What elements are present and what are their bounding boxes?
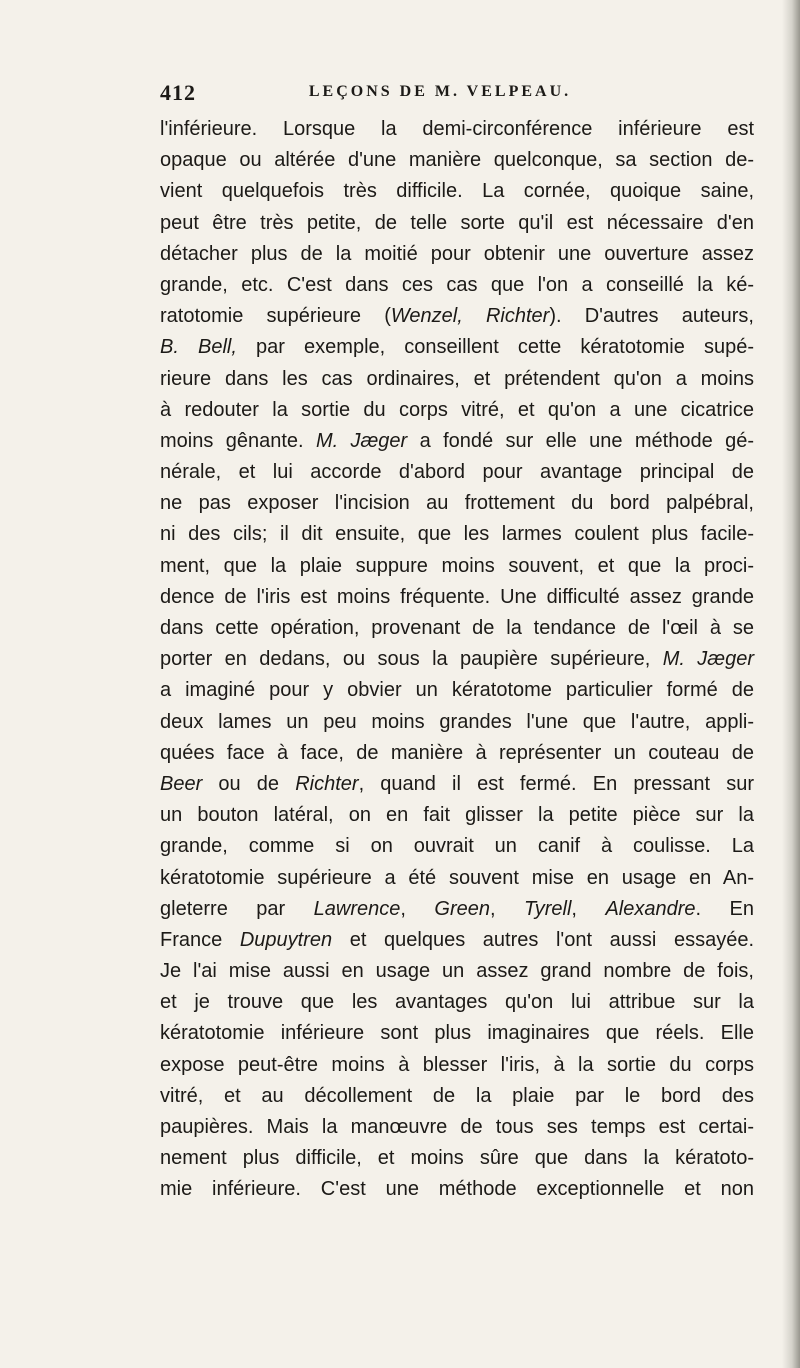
text-line [160,208,754,239]
text-line [160,800,754,831]
text-run: , [400,897,435,920]
text-line [160,364,754,395]
text-line [160,675,754,706]
text-line [160,769,754,800]
text-run: par exemple, conseillent cette kératotomie supé- [236,336,755,359]
text-run: grande, etc. C'est dans ces cas que l'on a conseillé la ké- [160,273,754,296]
page-number: 412 [160,80,196,105]
text-line [160,644,754,675]
text-run: paupières. Mais la manœuvre de tous ses temps est certai- [160,1116,754,1138]
text-run: a imaginé pour y obvier un kératotome particulier formé de [160,679,754,702]
text-line [160,707,754,738]
text-line [160,457,754,488]
text-run: moins gênante. [160,429,316,452]
text-run: kératotomie inférieure sont plus imaginaires que réels. Elle [160,1022,754,1045]
text-line [160,519,754,550]
text-line [160,1143,754,1174]
text-run: . En [695,897,754,920]
text-line [160,987,754,1018]
text-run: rieure dans les cas ordinaires, et prétendent qu'on a moins [160,367,754,390]
text-run: grande, comme si on ouvrait un canif à coulisse. La [160,835,754,858]
text-line [160,613,754,644]
text-run: mie inférieure. C'est une méthode exceptionnelle et non [160,1178,754,1201]
text-run: détacher plus de la moitié pour obtenir une ouverture assez [160,242,754,265]
text-run: peut être très petite, de telle sorte qu'il est nécessaire d'en [160,211,754,234]
text-line [160,239,754,270]
text-line [160,176,754,207]
text-line [160,488,754,519]
italic-name: Green [434,897,490,920]
text-run: porter en dedans, ou sous la paupière supérieure, [160,648,663,671]
text-line [160,1050,754,1081]
text-run: kératotomie supérieure a été souvent mise en usage en An- [160,866,754,889]
text-line [160,956,754,987]
text-line [160,863,754,894]
text-run: à redouter la sortie du corps vitré, et qu'on a une cicatrice [160,398,754,421]
text-line [160,270,754,301]
text-run: ment, que la plaie suppure moins souvent, et que la proci- [160,554,754,577]
italic-name: Wenzel, Richter [390,305,550,328]
text-run: opaque ou altérée d'une manière quelconque, sa section de- [160,149,754,172]
text-run: et quelques autres l'ont aussi essayée. [332,928,754,951]
text-run: quées face à face, de manière à représenter un couteau de [160,741,754,764]
text-line [160,301,754,332]
body-text [160,114,754,1206]
text-run: Je l'ai mise aussi en usage un assez grand nombre de fois, [160,960,754,983]
text-run: France [160,928,240,951]
italic-name: Alexandre [605,897,696,920]
text-line [160,395,754,426]
italic-name: Beer [160,772,203,795]
text-run: vient quelquefois très difficile. La cornée, quoique saine, [160,180,754,203]
italic-name: Lawrence [313,897,401,920]
italic-name: Richter [295,772,359,795]
text-line [160,582,754,613]
italic-name: B. Bell, [160,336,237,359]
text-line [160,738,754,769]
text-line [160,894,754,925]
text-run: et je trouve que les avantages qu'on lui attribue sur la [160,991,754,1014]
italic-name: M. Jæger [662,648,754,671]
text-run: , [489,897,525,920]
text-line [160,1112,754,1143]
text-run: dence de l'iris est moins fréquente. Une difficulté assez grande [160,585,754,608]
text-run: nérale, et lui accorde d'abord pour avantage principal de [160,461,754,484]
italic-name: Tyrell [524,897,572,920]
text-line [160,426,754,457]
text-line [160,925,754,956]
text-run: deux lames un peu moins grandes l'une que l'autre, appli- [160,710,754,733]
text-line [160,831,754,862]
text-run: ou de [202,772,296,795]
italic-name: M. Jæger [315,429,408,452]
running-head-title: LEÇONS DE M. VELPEAU. [308,83,572,100]
text-line [160,145,754,176]
text-run: ). D'autres auteurs, [549,305,754,328]
running-head [160,80,720,110]
text-run: a fondé sur elle une méthode gé- [407,429,754,452]
text-run: ni des cils; il dit ensuite, que les larmes coulent plus facile- [160,523,754,546]
text-run: un bouton latéral, on en fait glisser la petite pièce sur la [160,804,754,827]
text-line [160,551,754,582]
page-edge-shadow [782,0,800,1368]
text-run: , [571,897,606,920]
text-line [160,1174,754,1205]
italic-name: Dupuytren [239,928,333,951]
text-run: ratotomie supérieure ( [160,305,391,328]
text-run: expose peut-être moins à blesser l'iris, à la sortie du corps [160,1053,754,1076]
text-run: nement plus difficile, et moins sûre que dans la kératoto- [160,1147,754,1170]
text-line [160,114,754,145]
text-run: ne pas exposer l'incision au frottement du bord palpébral, [160,492,754,515]
text-line [160,332,754,363]
text-run: , quand il est fermé. En pressant sur [358,772,754,795]
text-line [160,1081,754,1112]
text-run: gleterre par [160,897,314,920]
text-line [160,1018,754,1049]
text-run: l'inférieure. Lorsque la demi-circonférence inférieure est [160,118,754,140]
text-run: vitré, et au décollement de la plaie par le bord des [160,1084,754,1107]
text-run: dans cette opération, provenant de la tendance de l'œil à se [160,617,754,639]
